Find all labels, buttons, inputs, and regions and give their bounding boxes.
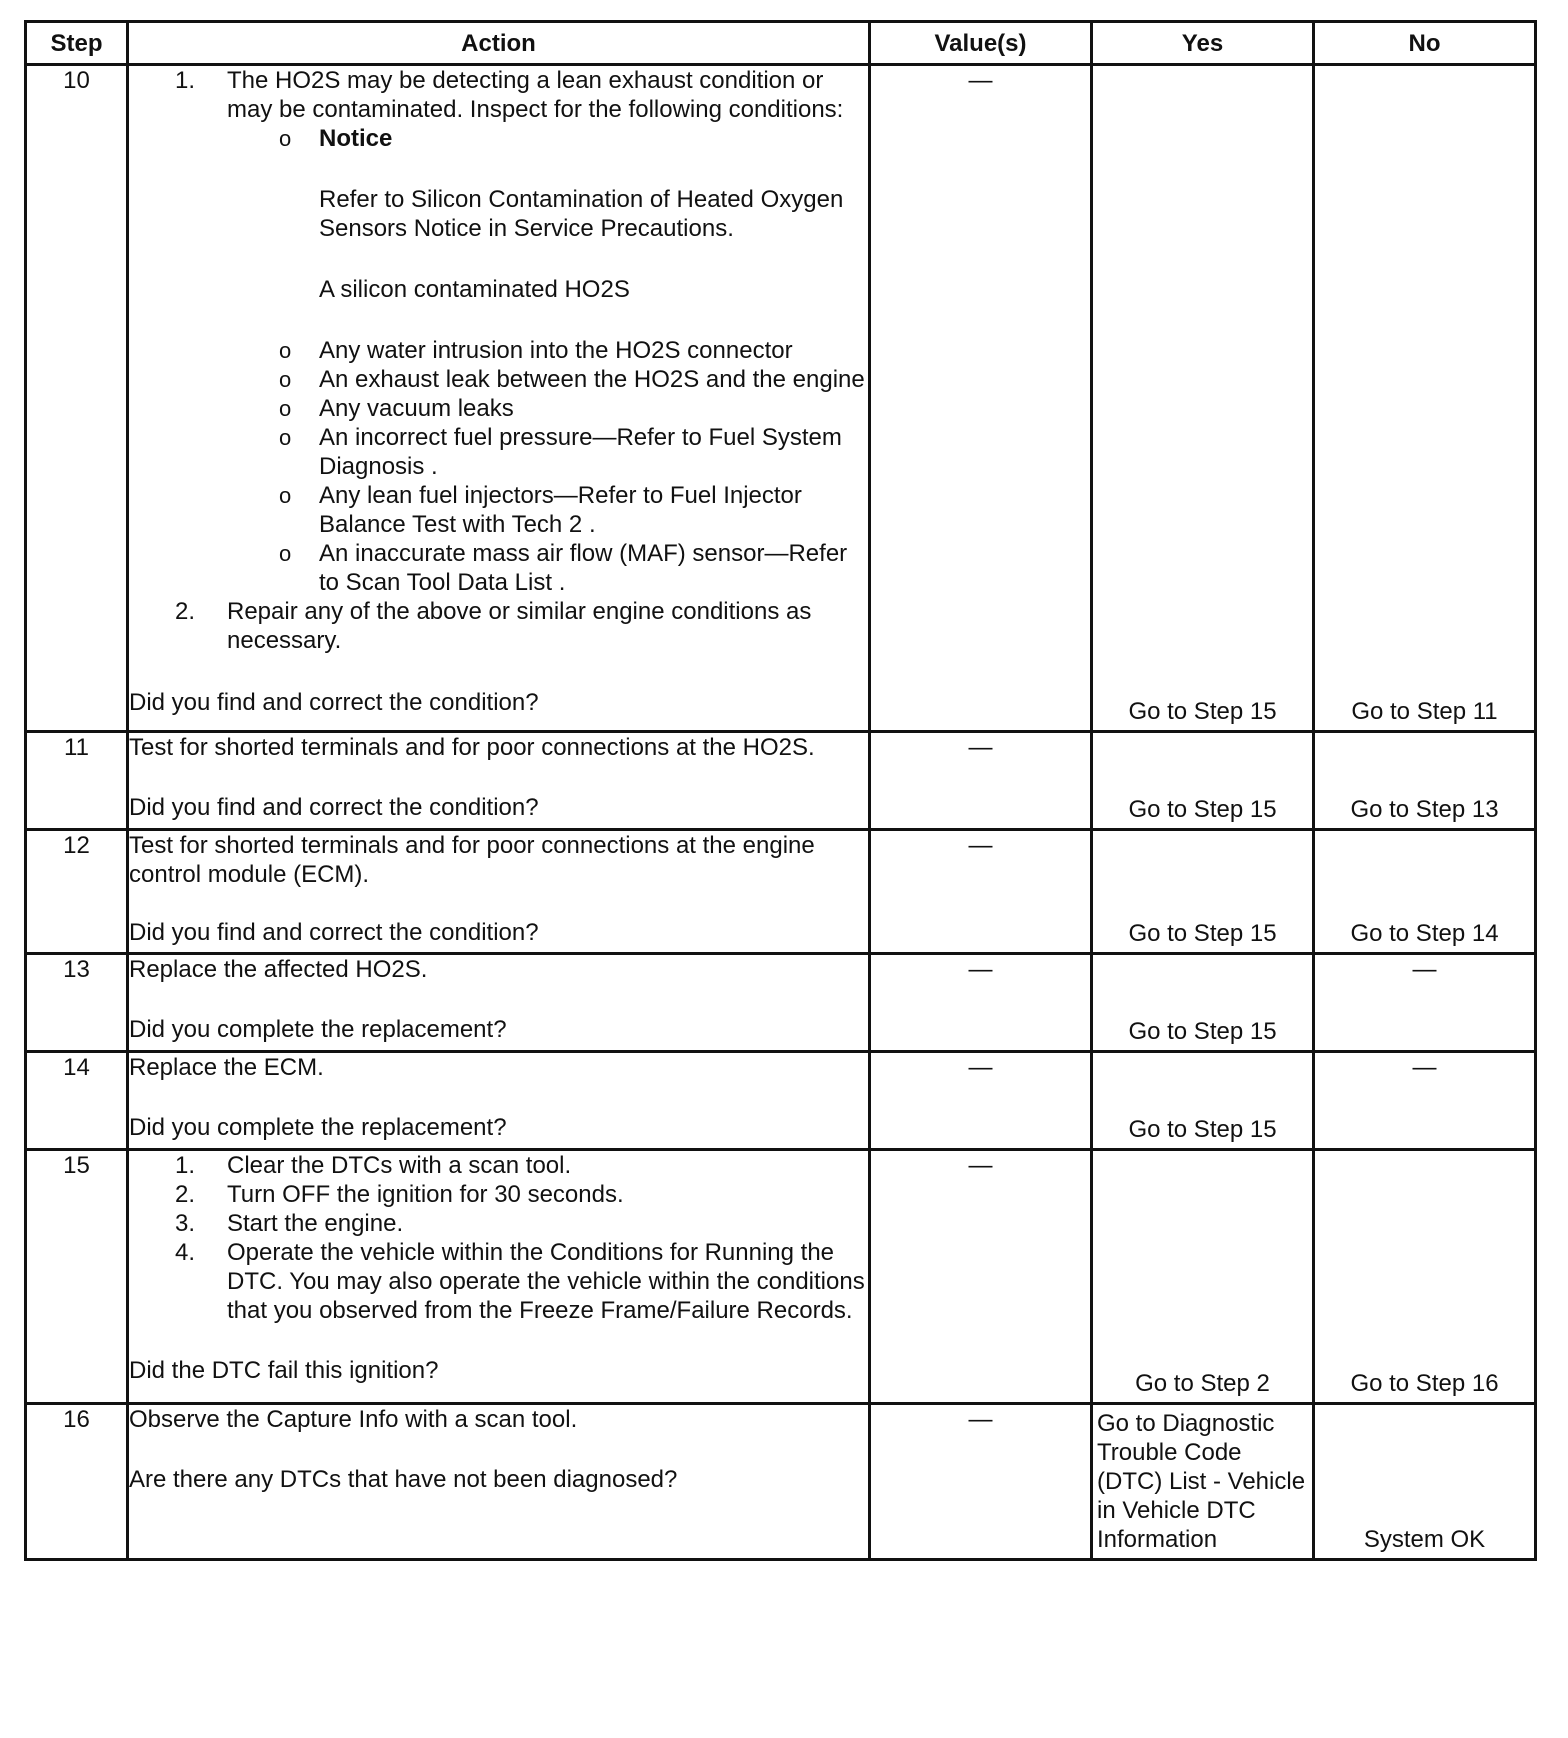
action-cell [128, 954, 870, 1052]
step-number: 12 [26, 830, 128, 954]
list-item [129, 1238, 868, 1325]
question-text: Did you find and correct the condition? [129, 919, 539, 946]
list-number: 1. [175, 67, 196, 94]
header-no: No [1314, 22, 1536, 65]
no-cell [1314, 1404, 1536, 1560]
header-action: Action [128, 22, 870, 65]
question-text: Did you complete the replacement? [129, 1016, 507, 1043]
list-number: 1. [175, 1152, 196, 1179]
table-row-step-13 [26, 954, 1536, 1052]
no-cell: — [1314, 954, 1536, 1052]
yes-cell [1092, 1404, 1314, 1560]
goto-link[interactable]: Go to Step 15 [1128, 1116, 1277, 1143]
action-text: Replace the ECM. [129, 1054, 324, 1081]
question-text: Are there any DTCs that have not been diagnosed? [129, 1466, 678, 1493]
notice-item [227, 124, 868, 336]
list-item [129, 1180, 868, 1209]
list-item [227, 336, 868, 365]
bullet-glyph: o [279, 425, 292, 450]
no-cell [1314, 65, 1536, 732]
list-item [227, 481, 868, 539]
action-text: Observe the Capture Info with a scan tool. [129, 1406, 578, 1433]
list-item [129, 597, 868, 655]
notice-title: Notice [319, 125, 393, 152]
yes-cell [1092, 1052, 1314, 1150]
bullet-glyph: o [279, 126, 292, 151]
goto-link[interactable]: Go to Step 16 [1350, 1370, 1499, 1397]
value-cell: — [870, 1052, 1092, 1150]
goto-link[interactable]: Go to Step 15 [1128, 796, 1277, 823]
list-text: Start the engine. [227, 1210, 404, 1237]
list-text: The HO2S may be detecting a lean exhaust condition or may be contaminated. Inspect for the following conditions: [227, 67, 844, 123]
list-number: 2. [175, 1181, 196, 1208]
table-row-step-10 [26, 65, 1536, 732]
action-cell [128, 65, 870, 732]
list-number: 2. [175, 598, 196, 625]
list-item [129, 66, 868, 597]
bullet-text: An incorrect fuel pressure—Refer to Fuel System Diagnosis . [319, 424, 842, 480]
goto-link[interactable]: Go to Step 13 [1350, 796, 1499, 823]
goto-link[interactable]: Go to Step 14 [1350, 920, 1499, 947]
header-values: Value(s) [870, 22, 1092, 65]
question-text: Did you find and correct the condition? [129, 689, 539, 716]
bullet-text: Any lean fuel injectors—Refer to Fuel Injector Balance Test with Tech 2 . [319, 482, 802, 538]
list-item [227, 365, 868, 394]
bullet-glyph: o [279, 396, 292, 421]
value-cell: — [870, 954, 1092, 1052]
notice-text-2: A silicon contaminated HO2S [319, 276, 630, 303]
step-number: 16 [26, 1404, 128, 1560]
header-yes: Yes [1092, 22, 1314, 65]
list-text: Turn OFF the ignition for 30 seconds. [227, 1181, 624, 1208]
goto-link[interactable]: Go to Step 15 [1128, 1018, 1277, 1045]
table-row-step-15 [26, 1150, 1536, 1404]
yes-cell [1092, 65, 1314, 732]
bullet-glyph: o [279, 338, 292, 363]
bullet-text: Any water intrusion into the HO2S connector [319, 337, 793, 364]
value-cell: — [870, 1150, 1092, 1404]
action-cell [128, 732, 870, 830]
bullet-text: An exhaust leak between the HO2S and the engine [319, 366, 865, 393]
header-row [26, 22, 1536, 65]
bullet-glyph: o [279, 541, 292, 566]
action-text: Test for shorted terminals and for poor connections at the HO2S. [129, 734, 815, 761]
step-number: 11 [26, 732, 128, 830]
value-cell: — [870, 65, 1092, 732]
yes-cell [1092, 830, 1314, 954]
question-text: Did you complete the replacement? [129, 1114, 507, 1141]
step-number: 10 [26, 65, 128, 732]
action-text: Replace the affected HO2S. [129, 956, 428, 983]
value-cell: — [870, 1404, 1092, 1560]
diagnostic-table-container [24, 20, 1534, 1561]
no-cell [1314, 732, 1536, 830]
question-text: Did the DTC fail this ignition? [129, 1357, 439, 1384]
action-cell [128, 1150, 870, 1404]
goto-link[interactable]: Go to Step 2 [1135, 1370, 1270, 1397]
no-cell [1314, 830, 1536, 954]
goto-link[interactable]: Go to Step 11 [1351, 698, 1498, 725]
action-cell [128, 830, 870, 954]
list-item [227, 423, 868, 481]
header-step: Step [26, 22, 128, 65]
bullet-text: Any vacuum leaks [319, 395, 514, 422]
list-text: Clear the DTCs with a scan tool. [227, 1152, 572, 1179]
list-number: 4. [175, 1239, 196, 1266]
list-item [227, 394, 868, 423]
step-number: 13 [26, 954, 128, 1052]
action-cell [128, 1404, 870, 1560]
yes-cell [1092, 1150, 1314, 1404]
list-item [227, 539, 868, 597]
table-row-step-16 [26, 1404, 1536, 1560]
diagnostic-table [24, 20, 1537, 1561]
goto-link[interactable]: Go to Step 15 [1128, 698, 1277, 725]
value-cell: — [870, 830, 1092, 954]
bullet-glyph: o [279, 367, 292, 392]
list-text: Repair any of the above or similar engine conditions as necessary. [227, 598, 812, 654]
table-row-step-11 [26, 732, 1536, 830]
table-row-step-12 [26, 830, 1536, 954]
no-cell: — [1314, 1052, 1536, 1150]
action-cell [128, 1052, 870, 1150]
no-cell [1314, 1150, 1536, 1404]
goto-link: System OK [1363, 1526, 1486, 1553]
list-item [129, 1209, 868, 1238]
goto-link[interactable]: Go to Step 15 [1128, 920, 1277, 947]
list-item [129, 1151, 868, 1180]
step-number: 14 [26, 1052, 128, 1150]
step-number: 15 [26, 1150, 128, 1404]
value-cell: — [870, 732, 1092, 830]
action-text: Test for shorted terminals and for poor connections at the engine control module (ECM). [129, 832, 815, 888]
action-list [129, 1151, 868, 1325]
list-text: Operate the vehicle within the Conditions for Running the DTC. You may also operate the vehicle within the conditions that you observed from the Freeze Frame/Failure Records. [227, 1239, 865, 1324]
bullet-text: An inaccurate mass air flow (MAF) sensor—Refer to Scan Tool Data List . [319, 540, 848, 596]
notice-text: Refer to Silicon Contamination of Heated Oxygen Sensors Notice in Service Precautions. [319, 186, 844, 242]
yes-cell [1092, 732, 1314, 830]
table-row-step-14 [26, 1052, 1536, 1150]
action-list [129, 66, 868, 655]
goto-link[interactable]: Go to Diagnostic Trouble Code (DTC) List - Vehicle in Vehicle DTC Information [1097, 1410, 1306, 1553]
question-text: Did you find and correct the condition? [129, 794, 539, 821]
bullet-glyph: o [279, 483, 292, 508]
yes-cell [1092, 954, 1314, 1052]
sub-list [227, 124, 868, 597]
list-number: 3. [175, 1210, 196, 1237]
